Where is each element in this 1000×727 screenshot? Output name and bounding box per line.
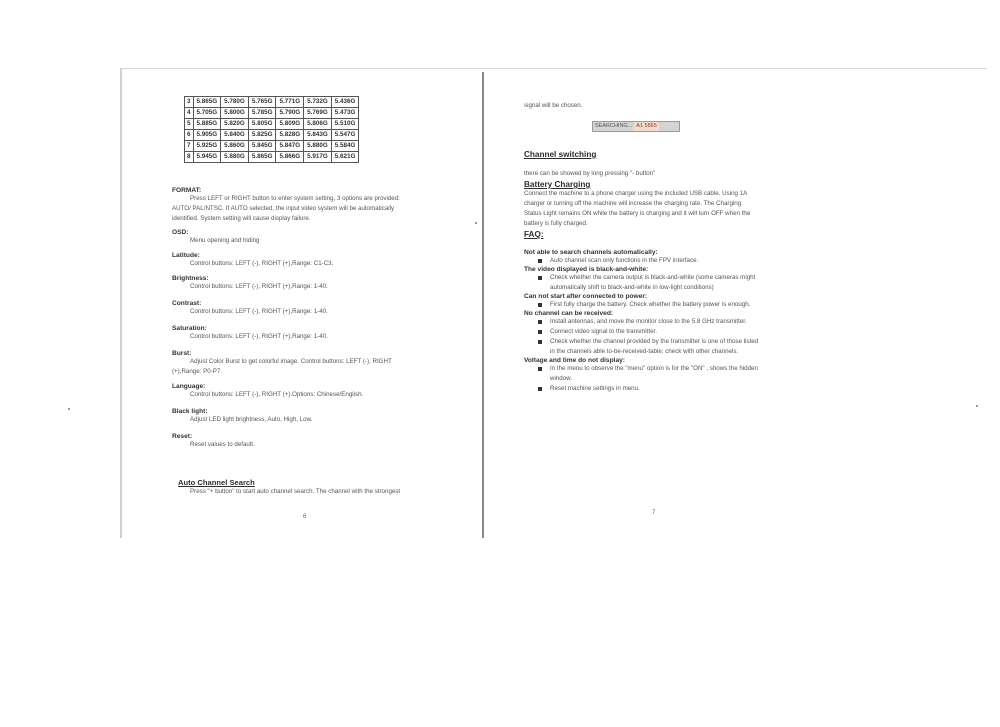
frequency-cell: 5.790G: [276, 108, 304, 119]
frequency-cell: 5.925G: [193, 141, 221, 152]
auto-search-title: Auto Channel Search: [178, 478, 255, 487]
format-section: [172, 187, 462, 224]
page-fold: [482, 72, 484, 538]
blacklight-text: Adjust LED light brightness, Auto, High, Low.: [190, 416, 313, 423]
frequency-cell: 5.825G: [248, 130, 276, 141]
channel-index-cell: 8: [185, 152, 194, 163]
battery-text-2: charger or turning off the machine will increase the charging rate. The Charging: [524, 200, 742, 207]
burst-text-1: Adjust Color Burst to get colorful image. Control buttons: LEFT (-), RIGHT: [190, 358, 392, 365]
latitude-title: Latitude:: [172, 252, 200, 259]
language-title: Language:: [172, 383, 206, 390]
battery-title: Battery Charging: [524, 180, 591, 189]
page-number-left: 6: [303, 514, 307, 520]
brightness-section: [172, 275, 462, 292]
faq-q4: No channel can be received:: [524, 310, 614, 317]
faq-q1-answer-1: Auto channel scan only functions in the FPV interface.: [524, 256, 789, 266]
battery-text-1: Connect the machine to a phone charger using the included USB cable. Using 1A: [524, 190, 748, 197]
frequency-cell: 5.865G: [248, 152, 276, 163]
channel-frequency-table: [184, 96, 359, 163]
right-page: [524, 150, 789, 394]
frequency-cell: 5.843G: [304, 130, 332, 141]
frequency-cell: 5.820G: [221, 119, 249, 130]
page-number-right: 7: [652, 510, 656, 516]
auto-search-text: Press "+ button" to start auto channel search. The channel with the strongest: [190, 488, 401, 495]
saturation-text: Control buttons: LEFT (-), RIGHT (+),Range: 1-40.: [190, 333, 328, 340]
faq-q2-answer-1: Check whether the camera output is black-and-white (some cameras might: [524, 273, 789, 283]
screen-status: SEARCHING...: [595, 123, 633, 129]
format-text-2: AUTO/ PAL/NTSC. If AUTO selected, the input video system will be automatically: [172, 205, 395, 212]
frequency-cell: 5.880G: [304, 141, 332, 152]
faq-q3-answer-1: First fully charge the battery. Check whether the battery power is enough.: [524, 300, 789, 310]
frequency-cell: 5.860G: [221, 141, 249, 152]
language-section: [172, 383, 462, 400]
frequency-cell: 5.845G: [248, 141, 276, 152]
faq-q2: The video displayed is black-and-white:: [524, 266, 649, 273]
search-screen-image: [592, 121, 680, 132]
saturation-section: [172, 325, 462, 342]
frequency-cell: 5.945G: [193, 152, 221, 163]
frequency-cell: 5.905G: [193, 130, 221, 141]
frequency-cell: 5.510G: [331, 119, 359, 130]
faq-q4-answer-3-cont: in the channels able to-be-received-table; check with other channels.: [550, 348, 739, 355]
brightness-text: Control buttons: LEFT (-), RIGHT (+),Range: 1-40.: [190, 283, 328, 290]
left-page: [172, 96, 462, 496]
sheet-left-edge: [120, 68, 122, 538]
scan-speck: [475, 222, 477, 224]
frequency-cell: 5.584G: [331, 141, 359, 152]
table-row: [185, 141, 359, 152]
channel-switching-text: there can be showed by long pressing "- button": [524, 170, 656, 177]
frequency-cell: 5.880G: [221, 152, 249, 163]
battery-text-4: battery is fully charged.: [524, 220, 588, 227]
format-text-1: Press LEFT or RIGHT button to enter system setting, 3 options are provided:: [190, 195, 400, 202]
frequency-cell: 5.769G: [304, 108, 332, 119]
frequency-cell: 5.806G: [304, 119, 332, 130]
screen-channel: A1 5865: [636, 123, 657, 129]
faq-title: FAQ:: [524, 230, 544, 239]
channel-index-cell: 3: [185, 97, 194, 108]
table-row: [185, 108, 359, 119]
frequency-cell: 5.805G: [248, 119, 276, 130]
reset-title: Reset:: [172, 433, 193, 440]
table-row: [185, 97, 359, 108]
faq-q5-answer-2: Reset machine settings in menu.: [524, 384, 789, 394]
frequency-cell: 5.866G: [276, 152, 304, 163]
frequency-cell: 5.732G: [304, 97, 332, 108]
channel-switching-title: Channel switching: [524, 150, 597, 159]
osd-text: Menu opening and hiding: [190, 237, 260, 244]
osd-section: [172, 229, 462, 246]
format-text-3: identified. System setting will cause display failure.: [172, 215, 311, 222]
frequency-cell: 5.765G: [248, 97, 276, 108]
frequency-cell: 5.785G: [248, 108, 276, 119]
right-page-intro: [524, 101, 789, 111]
channel-index-cell: 6: [185, 130, 194, 141]
contrast-title: Contrast:: [172, 300, 202, 307]
faq-q1: Not able to search channels automatically:: [524, 249, 658, 256]
auto-search-section: [172, 478, 462, 496]
saturation-title: Saturation:: [172, 325, 207, 332]
burst-section: [172, 350, 462, 377]
blacklight-section: [172, 408, 462, 425]
contrast-section: [172, 300, 462, 317]
frequency-cell: 5.621G: [331, 152, 359, 163]
faq-q4-answer-2: Connect video signal to the transmitter.: [524, 327, 789, 337]
frequency-cell: 5.473G: [331, 108, 359, 119]
intro-text: signal will be chosen.: [524, 102, 583, 109]
faq-q5-answer-1-cont: window.: [550, 375, 573, 382]
reset-text: Reset values to default.: [190, 441, 255, 448]
faq-q3: Can not start after connected to power:: [524, 293, 648, 300]
frequency-cell: 5.847G: [276, 141, 304, 152]
scan-speck: [68, 408, 70, 410]
battery-text-3: Status Light remains ON while the battery is charging and it will turn OFF when the: [524, 210, 751, 217]
language-text: Control buttons: LEFT (-), RIGHT (+).Options: Chinese/English.: [190, 391, 364, 398]
channel-index-cell: 4: [185, 108, 194, 119]
faq-q4-answer-3: Check whether the channel provided by the transmitter is one of those listed: [524, 337, 789, 347]
frequency-cell: 5.828G: [276, 130, 304, 141]
faq-q5-answer-1: In the menu to observe the "menu" option is for the "ON" , shows the hidden: [524, 364, 789, 374]
burst-title: Burst:: [172, 350, 192, 357]
frequency-cell: 5.705G: [193, 108, 221, 119]
table-row: [185, 152, 359, 163]
latitude-text: Control buttons: LEFT (-), RIGHT (+),Range: C1-C3.: [190, 260, 334, 267]
channel-index-cell: 7: [185, 141, 194, 152]
frequency-cell: 5.800G: [221, 108, 249, 119]
frequency-cell: 5.436G: [331, 97, 359, 108]
faq-q5: Voltage and time do not display:: [524, 357, 625, 364]
table-row: [185, 119, 359, 130]
contrast-text: Control buttons: LEFT (-), RIGHT (+),Range: 1-40.: [190, 308, 328, 315]
burst-text-2: (+),Range: P0-P7.: [172, 368, 223, 375]
table-row: [185, 130, 359, 141]
frequency-cell: 5.771G: [276, 97, 304, 108]
blacklight-title: Black light:: [172, 408, 208, 415]
frequency-cell: 5.917G: [304, 152, 332, 163]
frequency-cell: 5.547G: [331, 130, 359, 141]
brightness-title: Brightness:: [172, 275, 209, 282]
frequency-cell: 5.885G: [193, 119, 221, 130]
scan-speck: [976, 405, 978, 407]
frequency-cell: 5.780G: [221, 97, 249, 108]
osd-title: OSD:: [172, 229, 189, 236]
format-title: FORMAT:: [172, 187, 202, 194]
frequency-cell: 5.865G: [193, 97, 221, 108]
channel-index-cell: 5: [185, 119, 194, 130]
faq-q4-answer-1: Install antennas, and move the monitor close to the 5.8 GHz transmitter.: [524, 317, 789, 327]
faq-q2-answer-1-cont: automatically shift to black-and-white in low-light conditions): [550, 284, 714, 291]
frequency-cell: 5.840G: [221, 130, 249, 141]
reset-section: [172, 433, 462, 450]
latitude-section: [172, 252, 462, 269]
frequency-cell: 5.809G: [276, 119, 304, 130]
